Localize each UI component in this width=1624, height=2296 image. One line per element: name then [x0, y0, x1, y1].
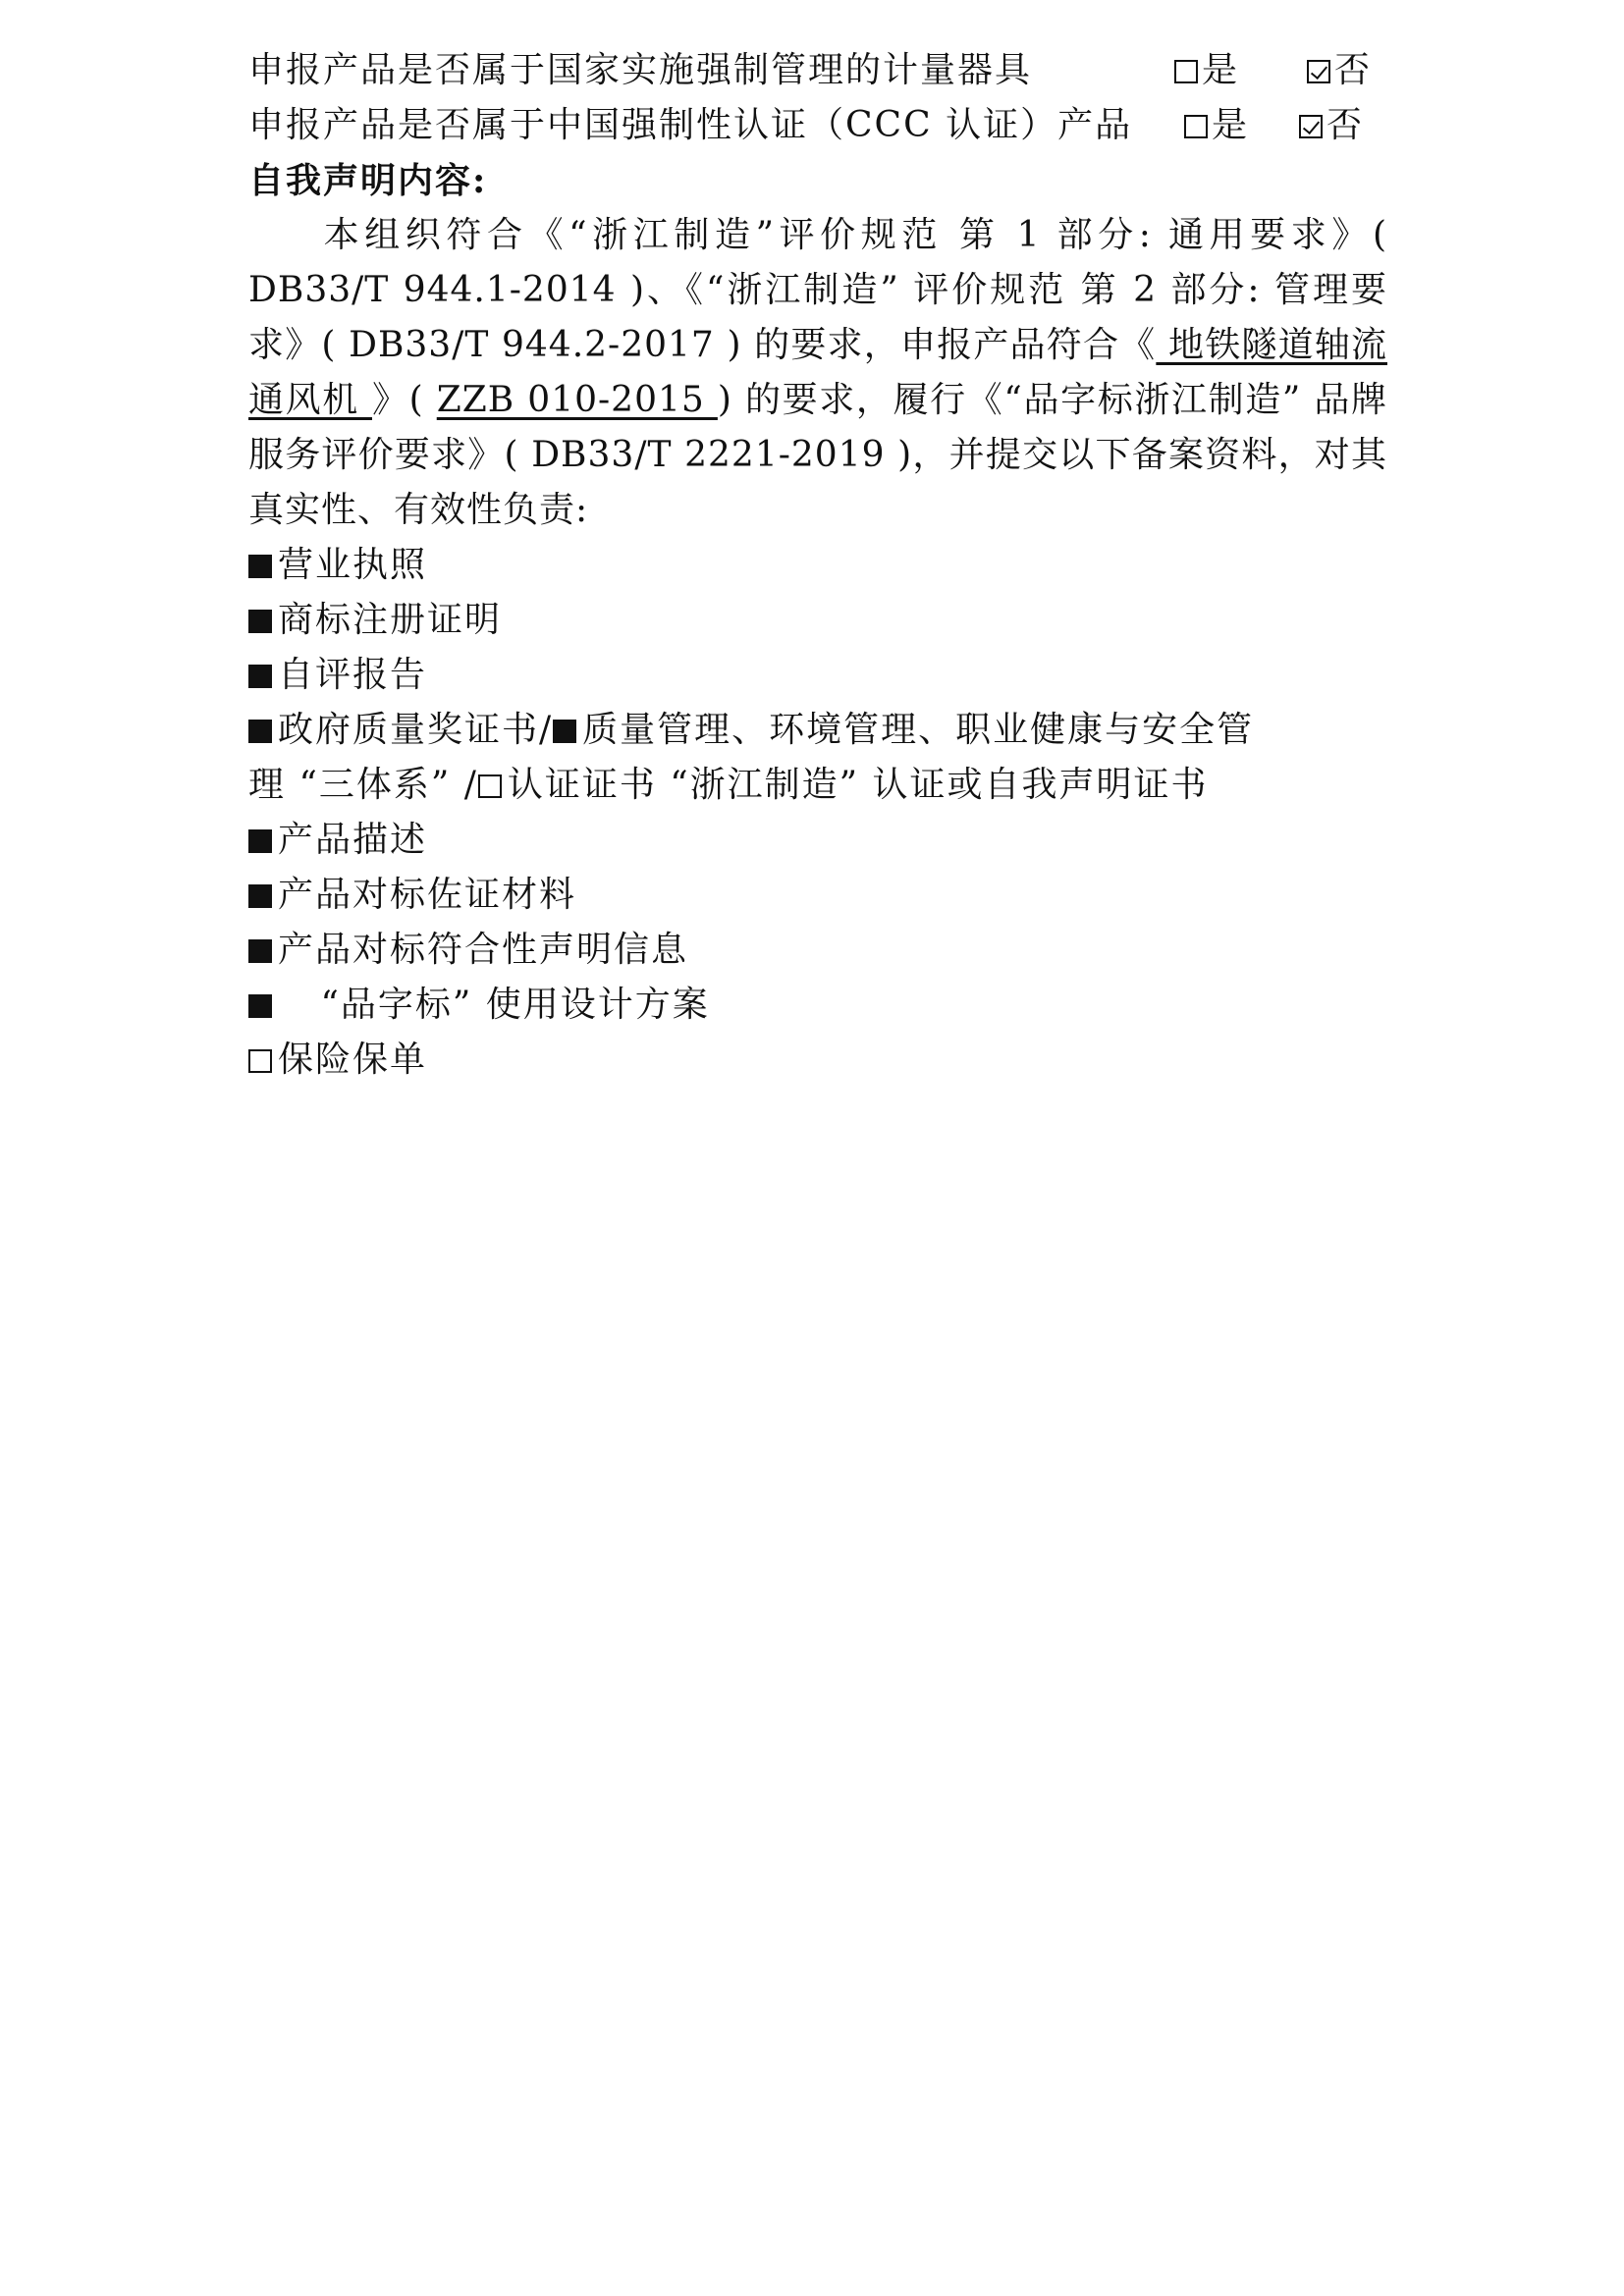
question-metrology — [248, 43, 1387, 98]
checklist-label: 产品对标符合性声明信息 — [278, 930, 689, 970]
checklist-item-business-license[interactable] — [248, 538, 427, 593]
checklist-label: 营业执照 — [278, 545, 428, 585]
checklist-item-certificates[interactable] — [248, 703, 1254, 758]
metrology-no-option[interactable] — [1307, 43, 1372, 98]
checked-box-icon[interactable] — [248, 939, 272, 963]
checklist-label: 认证证书 “浙江制造” 认证或自我声明证书 — [507, 765, 1209, 805]
declaration-text-1: 本组织符合《“浙江制造”评价规范 第 1 部分: 通用要求》( DB33/T 944.1-2014 )、《“浙江制造” 评价规范 第 2 部分: 管理要求》( DB33/T 944.2-2017 ) 的要求，申报产品符合《 — [248, 215, 1387, 365]
declaration-text-2: 》( — [371, 380, 437, 420]
checklist-item-insurance[interactable] — [248, 1033, 427, 1088]
checklist-label: 保险保单 — [278, 1040, 428, 1080]
declaration-heading: 自我声明内容: — [248, 160, 488, 201]
checklist-item-logo-design[interactable] — [248, 978, 710, 1033]
metrology-no-label: 否 — [1334, 50, 1373, 90]
ccc-yes-option[interactable] — [1184, 98, 1249, 153]
checklist-label: 商标注册证明 — [278, 600, 503, 640]
checklist-label: “品字标” 使用设计方案 — [307, 985, 710, 1025]
ccc-no-checkbox[interactable] — [1299, 115, 1323, 138]
standard-code: ZZB 010-2015 — [436, 380, 718, 420]
metrology-yes-checkbox[interactable] — [1174, 60, 1198, 83]
checklist-label: 质量管理、环境管理、职业健康与安全管 — [582, 710, 1255, 750]
checked-box-icon[interactable] — [248, 610, 272, 633]
checklist-item-certificates-cont — [248, 758, 1209, 813]
ccc-yes-checkbox[interactable] — [1184, 115, 1208, 138]
checklist-label: 产品描述 — [278, 820, 428, 860]
checked-box-icon[interactable] — [248, 884, 272, 908]
ccc-yes-label: 是 — [1212, 105, 1250, 145]
ccc-no-label: 否 — [1326, 105, 1365, 145]
checked-box-icon[interactable] — [248, 555, 272, 578]
metrology-yes-label: 是 — [1202, 50, 1240, 90]
question-ccc-text: 申报产品是否属于中国强制性认证（CCC 认证）产品 — [248, 105, 1133, 145]
checklist-label: 自评报告 — [278, 655, 428, 695]
checklist-item-self-evaluation[interactable] — [248, 648, 427, 703]
checked-box-icon[interactable] — [248, 994, 272, 1018]
unchecked-box-icon[interactable] — [478, 774, 502, 798]
declaration-text-3: ) 的要求，履行《“品字标浙江制造” 品牌服务评价要求》( DB33/T 2221-2019 )，并提交以下备案资料，对其真实性、有效性负责: — [248, 380, 1388, 530]
checklist-item-benchmark-evidence[interactable] — [248, 868, 576, 923]
ccc-no-option[interactable] — [1299, 98, 1364, 153]
metrology-yes-option[interactable] — [1174, 43, 1239, 98]
question-metrology-text: 申报产品是否属于国家实施强制管理的计量器具 — [248, 50, 1033, 90]
declaration-paragraph — [248, 208, 1387, 538]
unchecked-box-icon[interactable] — [248, 1049, 272, 1073]
checklist-item-product-description[interactable] — [248, 813, 427, 868]
checked-box-icon[interactable] — [248, 720, 272, 743]
metrology-no-checkbox[interactable] — [1307, 60, 1330, 83]
checklist-item-trademark[interactable] — [248, 593, 502, 648]
checked-box-icon[interactable] — [248, 665, 272, 688]
question-ccc — [248, 98, 1387, 153]
checklist-label: 产品对标佐证材料 — [278, 875, 577, 915]
product-name: 地铁隧道轴流通风机 — [248, 325, 1387, 420]
checklist-label: 政府质量奖证书/ — [278, 710, 554, 750]
checked-box-icon[interactable] — [248, 829, 272, 853]
checked-box-icon[interactable] — [553, 720, 576, 743]
checklist-item-conformity-statement[interactable] — [248, 923, 688, 978]
checklist-label: 理 “三体系” / — [248, 765, 478, 805]
